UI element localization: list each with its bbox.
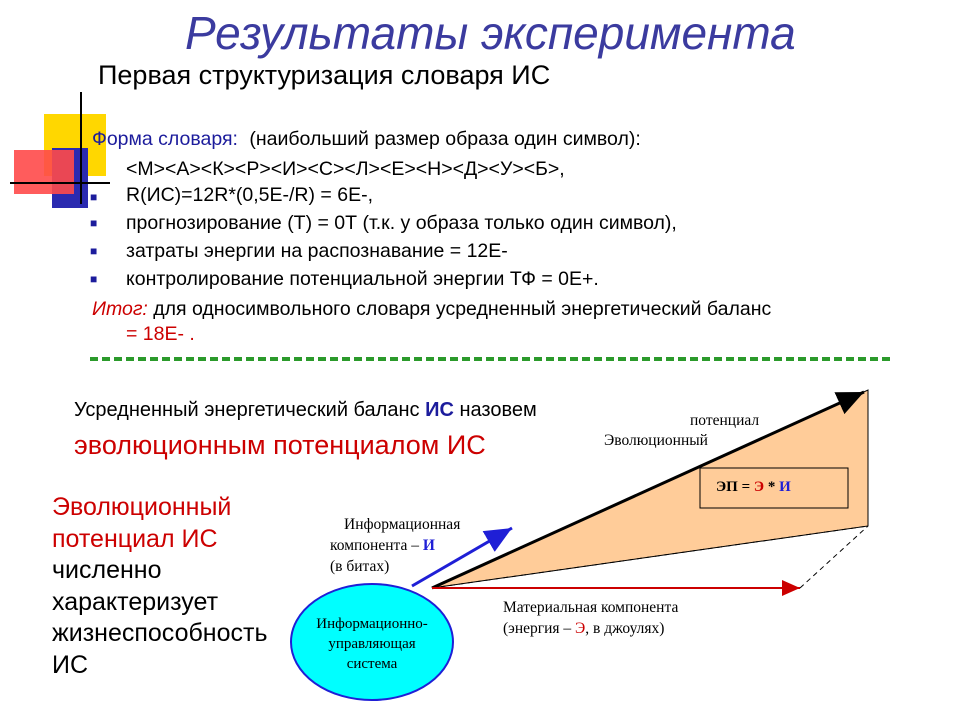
info-line-2 [330, 535, 460, 556]
left-block-rest-2: характеризует [52, 587, 219, 616]
bullet-marker: ■ [90, 272, 98, 286]
material-line-2-pre: (энергия – [503, 620, 572, 637]
summary-value: = 18Е- . [126, 323, 195, 345]
left-block-line-1: Эволюционный [52, 493, 232, 521]
system-line-3: система [346, 656, 398, 672]
evolution-label: Эволюционный [604, 432, 708, 449]
bullet-marker: ■ [90, 244, 98, 258]
bullet-marker: ■ [90, 190, 98, 204]
definition-pre: Усредненный энергетический баланс [74, 399, 420, 421]
formula-lhs: ЭП [716, 479, 738, 495]
summary-text: для односимвольного словаря усредненный энергетический баланс [153, 298, 772, 320]
page-subtitle: Первая структуризация словаря ИС [98, 60, 551, 90]
system-label [296, 614, 448, 674]
left-block-rest-1: численно [52, 556, 162, 584]
form-label: Форма словаря: [92, 128, 238, 150]
formula [716, 479, 791, 496]
form-sequence: <М><А><К><Р><И><С><Л><Е><Н><Д><У><Б>, [126, 158, 565, 180]
formula-times: * [767, 479, 776, 495]
form-desc: (наибольший размер образа один символ): [249, 128, 641, 150]
info-line-1: Информационная [344, 516, 461, 533]
dashed-right-edge [800, 526, 868, 588]
page-title: Результаты эксперимента [185, 7, 796, 59]
info-line-2-pre: компонента – [330, 537, 419, 554]
definition-post: назовем [459, 399, 537, 421]
left-block-rest-4: ИС [52, 650, 89, 679]
material-line-2-post: , в джоулях) [585, 620, 665, 637]
material-component-label [503, 597, 678, 639]
potential-label: потенциал [690, 412, 760, 429]
system-line-2: управляющая [328, 636, 416, 652]
info-line-3: (в битах) [330, 558, 390, 575]
bullet-item: прогнозирование (Т) = 0Т (т.к. у образа только один символ), [126, 212, 677, 234]
material-line-2-e: Э [575, 620, 586, 637]
bullet-item: затраты энергии на распознавание = 12Е- [126, 240, 508, 262]
formula-i: И [779, 479, 791, 495]
bullet-item: R(ИС)=12R*(0,5Е-/R) = 6Е-, [126, 184, 373, 206]
left-block-line-2: потенциал ИС [52, 524, 218, 553]
definition-bold: ИС [425, 399, 454, 421]
bullet-marker: ■ [90, 216, 98, 230]
left-block-rest-3: жизнеспособность [52, 619, 268, 647]
system-line-1: Информационно- [316, 616, 428, 632]
material-line-1: Материальная компонента [503, 599, 679, 616]
formula-e: Э [753, 479, 765, 495]
material-line-2 [503, 618, 678, 639]
formula-eq: = [741, 479, 751, 495]
summary-label: Итог: [92, 298, 148, 320]
info-line-2-i: И [422, 537, 435, 554]
definition-line-2: эволюционным потенциалом ИС [74, 430, 486, 460]
info-component-label [330, 514, 460, 577]
bullet-item: контролирование потенциальной энергии ТФ = 0Е+. [126, 268, 599, 290]
